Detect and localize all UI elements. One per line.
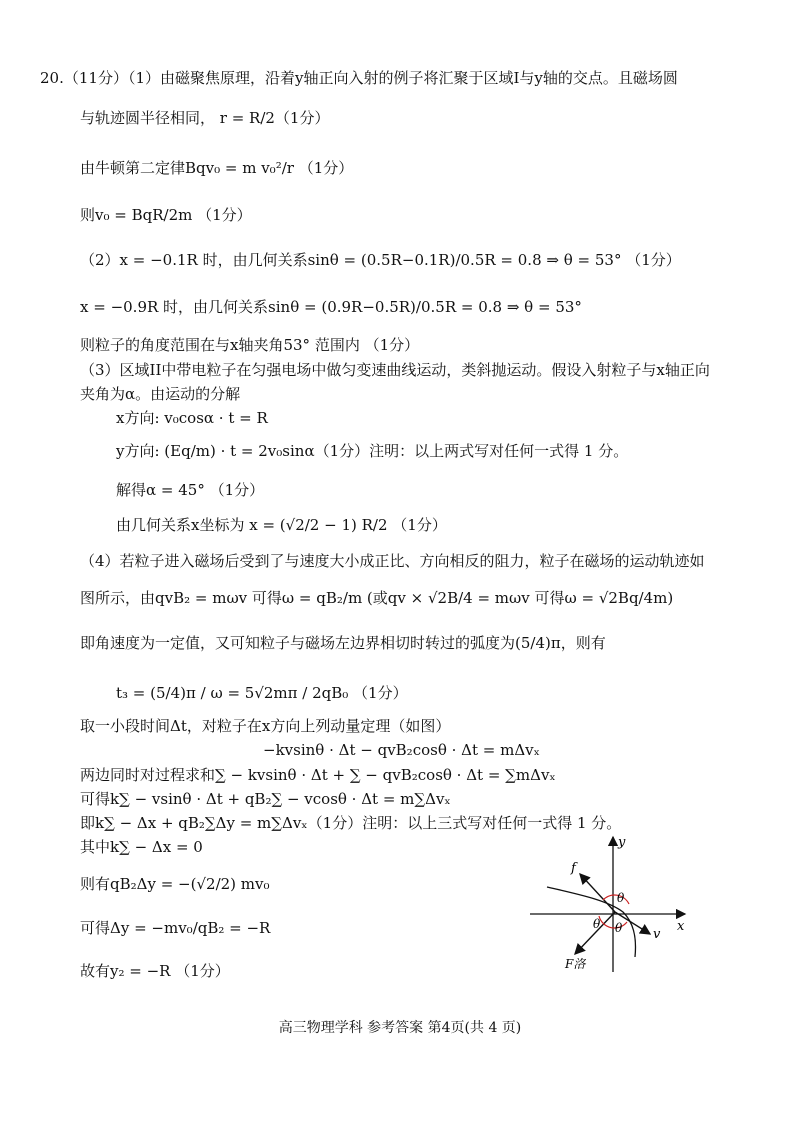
line-momentum-eq: −kvsinθ · Δt − qvB₂cosθ · Δt = mΔvₓ <box>263 741 541 759</box>
theta-label-upper: θ <box>617 891 625 905</box>
line-y-direction: y方向: (Eq/m) · t = 2v₀sinα（1分）注明：以上两式写对任何一式得 1 分。 <box>116 442 629 460</box>
line-radius: 与轨迹圆半径相同， r = R/2（1分） <box>80 109 330 127</box>
line-angular-velocity: 即角速度为一定值，又可知粒子与磁场左边界相切时转过的弧度为(5/4)π，则有 <box>80 634 606 652</box>
line-t3: t₃ = (5/4)π / ω = 5√2mπ / 2qB₀ （1分） <box>116 684 408 702</box>
force-diagram <box>525 832 695 977</box>
line-sum-simplified: 可得k∑ − vsinθ · Δt + qB₂∑ − vcosθ · Δt = m∑Δvₓ <box>80 790 451 808</box>
y-axis-label: y <box>618 835 626 850</box>
line-qb2-dy: 则有qB₂Δy = −(√2/2) mv₀ <box>80 875 270 893</box>
line-part4-a: （4）若粒子进入磁场后受到了与速度大小成正比、方向相反的阻力，粒子在磁场的运动轨迹如 <box>80 552 705 570</box>
line-small-interval: 取一小段时间Δt，对粒子在x方向上列动量定理（如图） <box>80 717 451 735</box>
line-v0: 则v₀ = BqR/2m （1分） <box>80 206 252 224</box>
theta-label-lower: θ <box>615 921 623 935</box>
line-y2-result: 故有y₂ = −R （1分） <box>80 962 230 980</box>
theta-label-left: θ <box>593 917 601 931</box>
line-part4-b: 图所示，由qvB₂ = mωv 可得ω = qB₂/m (或qv × √2B/4 = mωv 可得ω = √2Bq/4m) <box>80 589 674 607</box>
x-axis-label: x <box>677 919 685 934</box>
velocity-label: v <box>653 927 661 942</box>
friction-label: f <box>571 861 576 876</box>
line-sum-delta: 即k∑ − Δx + qB₂∑Δy = m∑Δvₓ（1分）注明：以上三式写对任何一式得 1 分。 <box>80 814 622 832</box>
page-footer: 高三物理学科 参考答案 第4页(共 4 页) <box>278 1020 522 1036</box>
line-part3-b: 夹角为α。由运动的分解 <box>80 385 241 403</box>
friction-vector <box>580 874 615 912</box>
line-angle-range: 则粒子的角度范围在与x轴夹角53° 范围内 （1分） <box>80 336 420 354</box>
line-alpha: 解得α = 45° （1分） <box>116 481 265 499</box>
line-part2-b: x = −0.9R 时，由几何关系sinθ = (0.9R−0.5R)/0.5R = 0.8 ⇒ θ = 53° <box>80 298 582 316</box>
line-sum-eq: 两边同时对过程求和∑ − kvsinθ · Δt + ∑ − qvB₂cosθ · Δt = ∑mΔvₓ <box>80 766 556 784</box>
line-part2-a: （2）x = −0.1R 时，由几何关系sinθ = (0.5R−0.1R)/0.5R = 0.8 ⇒ θ = 53° （1分） <box>80 251 681 269</box>
line-x-coordinate: 由几何关系x坐标为 x = (√2/2 − 1) R/2 （1分） <box>116 516 447 534</box>
line-delta-x-zero: 其中k∑ − Δx = 0 <box>80 838 203 856</box>
line-x-direction: x方向: v₀cosα · t = R <box>116 409 268 427</box>
lorentz-force-label: F洛 <box>565 957 586 971</box>
line-part3-a: （3）区域II中带电粒子在匀强电场中做匀变速曲线运动，类斜抛运动。假设入射粒子与x轴正向 <box>80 361 710 379</box>
line-q20-intro: 20.（11分）（1）由磁聚焦原理，沿着y轴正向入射的例子将汇聚于区域I与y轴的交点。且磁场圆 <box>40 69 678 87</box>
line-dy-result: 可得Δy = −mv₀/qB₂ = −R <box>80 919 271 937</box>
line-newton-law: 由牛顿第二定律Bqv₀ = m v₀²/r （1分） <box>80 159 354 177</box>
